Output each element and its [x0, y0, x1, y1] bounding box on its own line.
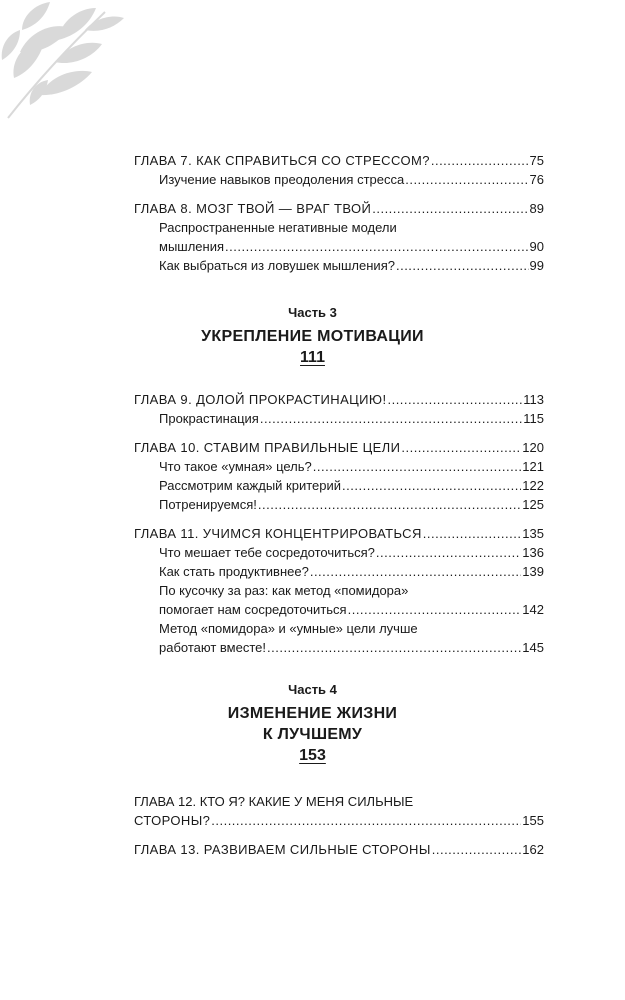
toc-section-entry[interactable] [134, 237, 544, 256]
leaf-branch-icon [0, 0, 140, 120]
section-title: Рассмотрим каждый критерий [159, 478, 342, 493]
dot-leader [225, 237, 529, 256]
toc-section-entry[interactable] [134, 457, 544, 476]
toc-chapter-entry[interactable] [134, 811, 544, 830]
dot-leader [313, 457, 522, 476]
chapter-title: ГЛАВА 9. ДОЛОЙ ПРОКРАСТИНАЦИЮ! [134, 392, 387, 407]
chapter-title: ГЛАВА 13. РАЗВИВАЕМ СИЛЬНЫЕ СТОРОНЫ [134, 842, 431, 857]
dot-leader [260, 409, 522, 428]
dot-leader [387, 390, 522, 409]
toc-section-entry[interactable] [134, 409, 544, 428]
section-title: Что мешает тебе сосредоточиться? [159, 545, 375, 560]
part-title-line-1: ИЗМЕНЕНИЕ ЖИЗНИ [227, 705, 398, 722]
page-number: 122 [522, 478, 544, 493]
dot-leader [432, 840, 522, 859]
toc-chapter-block [134, 792, 544, 830]
section-title: Как стать продуктивнее? [159, 564, 309, 579]
dot-leader [376, 543, 521, 562]
page-number: 115 [523, 411, 544, 426]
section-title: мышления [159, 239, 225, 254]
toc-chapter-block [134, 390, 544, 428]
dot-leader [258, 495, 521, 514]
toc-chapter-entry[interactable] [134, 438, 544, 457]
toc-section-part-3 [134, 390, 544, 667]
section-title-line[interactable]: Распространенные негативные модели [159, 220, 397, 235]
part-4-heading [0, 681, 625, 766]
toc-section-entry[interactable] [134, 256, 544, 275]
part-3-heading [0, 304, 625, 368]
chapter-title: ГЛАВА 11. УЧИМСЯ КОНЦЕНТРИРОВАТЬСЯ [134, 526, 422, 541]
page-number: 155 [522, 813, 544, 828]
part-page-number[interactable]: 153 [299, 747, 326, 764]
chapter-title: ГЛАВА 8. МОЗГ ТВОЙ — ВРАГ ТВОЙ [134, 201, 372, 216]
dot-leader [342, 476, 521, 495]
dot-leader [348, 600, 522, 619]
toc-section-entry[interactable] [134, 600, 544, 619]
page-number: 139 [522, 564, 544, 579]
page-number: 89 [529, 201, 544, 216]
toc-chapter-block [134, 438, 544, 514]
chapter-title-line[interactable]: ГЛАВА 12. КТО Я? КАКИЕ У МЕНЯ СИЛЬНЫЕ [134, 794, 414, 809]
page-number: 121 [522, 459, 544, 474]
page-number: 120 [522, 440, 544, 455]
dot-leader [372, 199, 528, 218]
chapter-title: СТОРОНЫ? [134, 813, 211, 828]
page-number: 125 [522, 497, 544, 512]
dot-leader [431, 151, 529, 170]
toc-section-entry[interactable] [134, 638, 544, 657]
toc-chapter-block [134, 151, 544, 189]
section-title: Как выбраться из ловушек мышления? [159, 258, 395, 273]
page-number: 76 [529, 172, 544, 187]
toc-chapter-block [134, 524, 544, 657]
part-page-number[interactable]: 111 [300, 349, 325, 366]
section-title-line[interactable]: По кусочку за раз: как метод «помидора» [159, 583, 409, 598]
part-title-line-2: К ЛУЧШЕМУ [262, 726, 363, 743]
section-title: Изучение навыков преодоления стресса [159, 172, 405, 187]
dot-leader [267, 638, 521, 657]
page-number: 90 [529, 239, 544, 254]
page-number: 113 [523, 392, 544, 407]
page-number: 135 [522, 526, 544, 541]
page-number: 145 [522, 640, 544, 655]
toc-section-entry[interactable] [134, 543, 544, 562]
dot-leader [405, 170, 528, 189]
dot-leader [211, 811, 521, 830]
dot-leader [310, 562, 521, 581]
page-number: 162 [522, 842, 544, 857]
part-label: Часть 4 [288, 682, 337, 697]
section-title: работают вместе! [159, 640, 266, 655]
part-label: Часть 3 [288, 305, 337, 320]
toc-section-entry[interactable] [134, 495, 544, 514]
chapter-title: ГЛАВА 10. СТАВИМ ПРАВИЛЬНЫЕ ЦЕЛИ [134, 440, 401, 455]
toc-chapter-block [134, 199, 544, 275]
toc-section-entry[interactable] [134, 476, 544, 495]
toc-section-part-4 [134, 792, 544, 869]
section-title: Что такое «умная» цель? [159, 459, 312, 474]
toc-chapter-entry[interactable] [134, 840, 544, 859]
page-number: 99 [529, 258, 544, 273]
section-title: Прокрастинация [159, 411, 259, 426]
page-number: 75 [529, 153, 544, 168]
dot-leader [423, 524, 522, 543]
toc-chapter-entry[interactable] [134, 151, 544, 170]
dot-leader [396, 256, 529, 275]
part-title: УКРЕПЛЕНИЕ МОТИВАЦИИ [201, 328, 424, 345]
section-title: помогает нам сосредоточиться [159, 602, 347, 617]
page-number: 142 [522, 602, 544, 617]
toc-chapter-entry[interactable] [134, 390, 544, 409]
toc-section-entry[interactable] [134, 562, 544, 581]
page-number: 136 [522, 545, 544, 560]
toc-chapter-entry[interactable] [134, 199, 544, 218]
dot-leader [401, 438, 521, 457]
toc-section-entry[interactable] [134, 170, 544, 189]
toc-chapter-entry[interactable] [134, 524, 544, 543]
section-title-line[interactable]: Метод «помидора» и «умные» цели лучше [159, 621, 418, 636]
toc-chapter-block [134, 840, 544, 859]
section-title: Потренируемся! [159, 497, 257, 512]
chapter-title: ГЛАВА 7. КАК СПРАВИТЬСЯ СО СТРЕССОМ? [134, 153, 430, 168]
toc-section-top [134, 151, 544, 285]
